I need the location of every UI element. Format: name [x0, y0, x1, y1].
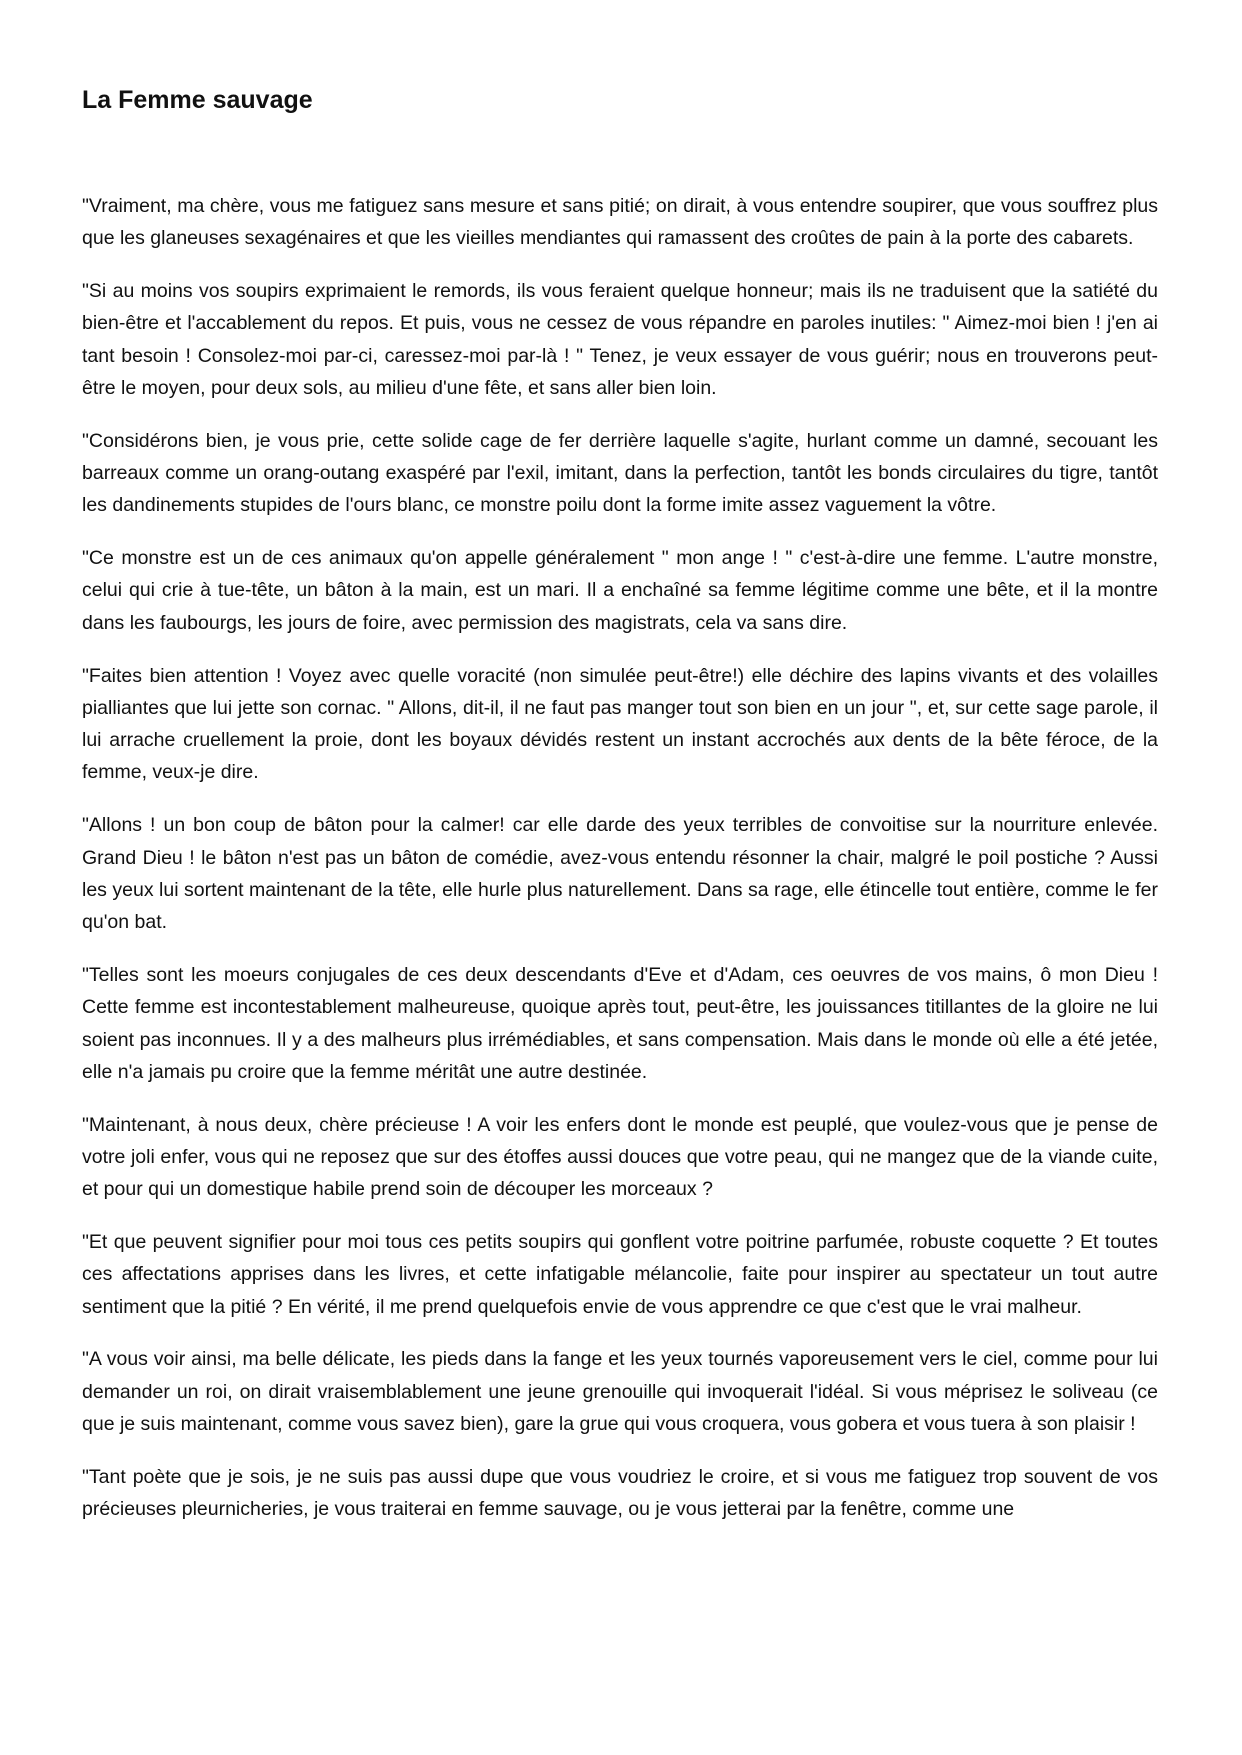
paragraph: "Et que peuvent signifier pour moi tous ces petits soupirs qui gonflent votre poitrine parfumée, robuste coquette ? Et toutes ces affectations apprises dans les livres, et cette infatigable mélancolie, faite pour inspirer au spectateur un tout autre sentiment que la pitié ? En vérité, il me prend quelquefois envie de vous apprendre ce que c'est que le vrai malheur. [82, 1231, 1158, 1318]
paragraph: "Allons ! un bon coup de bâton pour la calmer! car elle darde des yeux terribles de convoitise sur la nourriture enlevée. Grand Dieu ! le bâton n'est pas un bâton de comédie, avez-vous entendu résonner la chair, malgré le poil postiche ? Aussi les yeux lui sortent maintenant de la tête, elle hurle plus naturellement. Dans sa rage, elle étincelle tout entière, comme le fer qu'on bat. [82, 814, 1158, 934]
paragraph: "Faites bien attention ! Voyez avec quelle voracité (non simulée peut-être!) elle déchire des lapins vivants et des volailles pialliantes que lui jette son cornac. " Allons, dit-il, il ne faut pas manger tout son bien en un jour ", et, sur cette sage parole, il lui arrache cruellement la proie, dont les boyaux dévidés restent un instant accrochés aux dents de la bête féroce, de la femme, veux-je dire. [82, 664, 1158, 784]
document-body [82, 190, 1158, 1546]
paragraph: "Ce monstre est un de ces animaux qu'on appelle généralement " mon ange ! " c'est-à-dire une femme. L'autre monstre, celui qui crie à tue-tête, un bâton à la main, est un mari. Il a enchaîné sa femme légitime comme une bête, et il la montre dans les faubourgs, les jours de foire, avec permission des magistrats, cela va sans dire. [82, 547, 1158, 634]
paragraph: "A vous voir ainsi, ma belle délicate, les pieds dans la fange et les yeux tournés vaporeusement vers le ciel, comme pour lui demander un roi, on dirait vraisemblablement une jeune grenouille qui invoquerait l'idéal. Si vous méprisez le soliveau (ce que je suis maintenant, comme vous savez bien), gare la grue qui vous croquera, vous gobera et vous tuera à son plaisir ! [82, 1348, 1158, 1435]
document-page [82, 0, 1158, 1755]
paragraph: "Telles sont les moeurs conjugales de ces deux descendants d'Eve et d'Adam, ces oeuvres de vos mains, ô mon Dieu ! Cette femme est incontestablement malheureuse, quoique après tout, peut-être, les jouissances titillantes de la gloire ne lui soient pas inconnues. Il y a des malheurs plus irrémédiables, et sans compensation. Mais dans le monde où elle a été jetée, elle n'a jamais pu croire que la femme méritât une autre destinée. [82, 963, 1158, 1083]
paragraph: "Tant poète que je sois, je ne suis pas aussi dupe que vous voudriez le croire, et si vous me fatiguez trop souvent de vos précieuses pleurnicheries, je vous traiterai en femme sauvage, ou je vous jetterai par la fenêtre, comme une [82, 1465, 1158, 1521]
document-title: La Femme sauvage [82, 86, 313, 114]
paragraph: "Vraiment, ma chère, vous me fatiguez sans mesure et sans pitié; on dirait, à vous entendre soupirer, que vous souffrez plus que les glaneuses sexagénaires et que les vieilles mendiantes qui ramassent des croûtes de pain à la porte des cabarets. [82, 195, 1158, 250]
paragraph: "Considérons bien, je vous prie, cette solide cage de fer derrière laquelle s'agite, hurlant comme un damné, secouant les barreaux comme un orang-outang exaspéré par l'exil, imitant, dans la perfection, tantôt les bonds circulaires du tigre, tantôt les dandinements stupides de l'ours blanc, ce monstre poilu dont la forme imite assez vaguement la vôtre. [82, 429, 1158, 517]
paragraph: "Maintenant, à nous deux, chère précieuse ! A voir les enfers dont le monde est peuplé, que voulez-vous que je pense de votre joli enfer, vous qui ne reposez que sur des étoffes aussi douces que votre peau, qui ne mangez que de la viande cuite, et pour qui un domestique habile prend soin de découper les morceaux ? [82, 1113, 1158, 1201]
paragraph: "Si au moins vos soupirs exprimaient le remords, ils vous feraient quelque honneur; mais ils ne traduisent que la satiété du bien-être et l'accablement du repos. Et puis, vous ne cessez de vous répandre en paroles inutiles: " Aimez-moi bien ! j'en ai tant besoin ! Consolez-moi par-ci, caressez-moi par-là ! " Tenez, je veux essayer de vous guérir; nous en trouverons peut-être le moyen, pour deux sols, au milieu d'une fête, et sans aller bien loin. [82, 280, 1158, 399]
